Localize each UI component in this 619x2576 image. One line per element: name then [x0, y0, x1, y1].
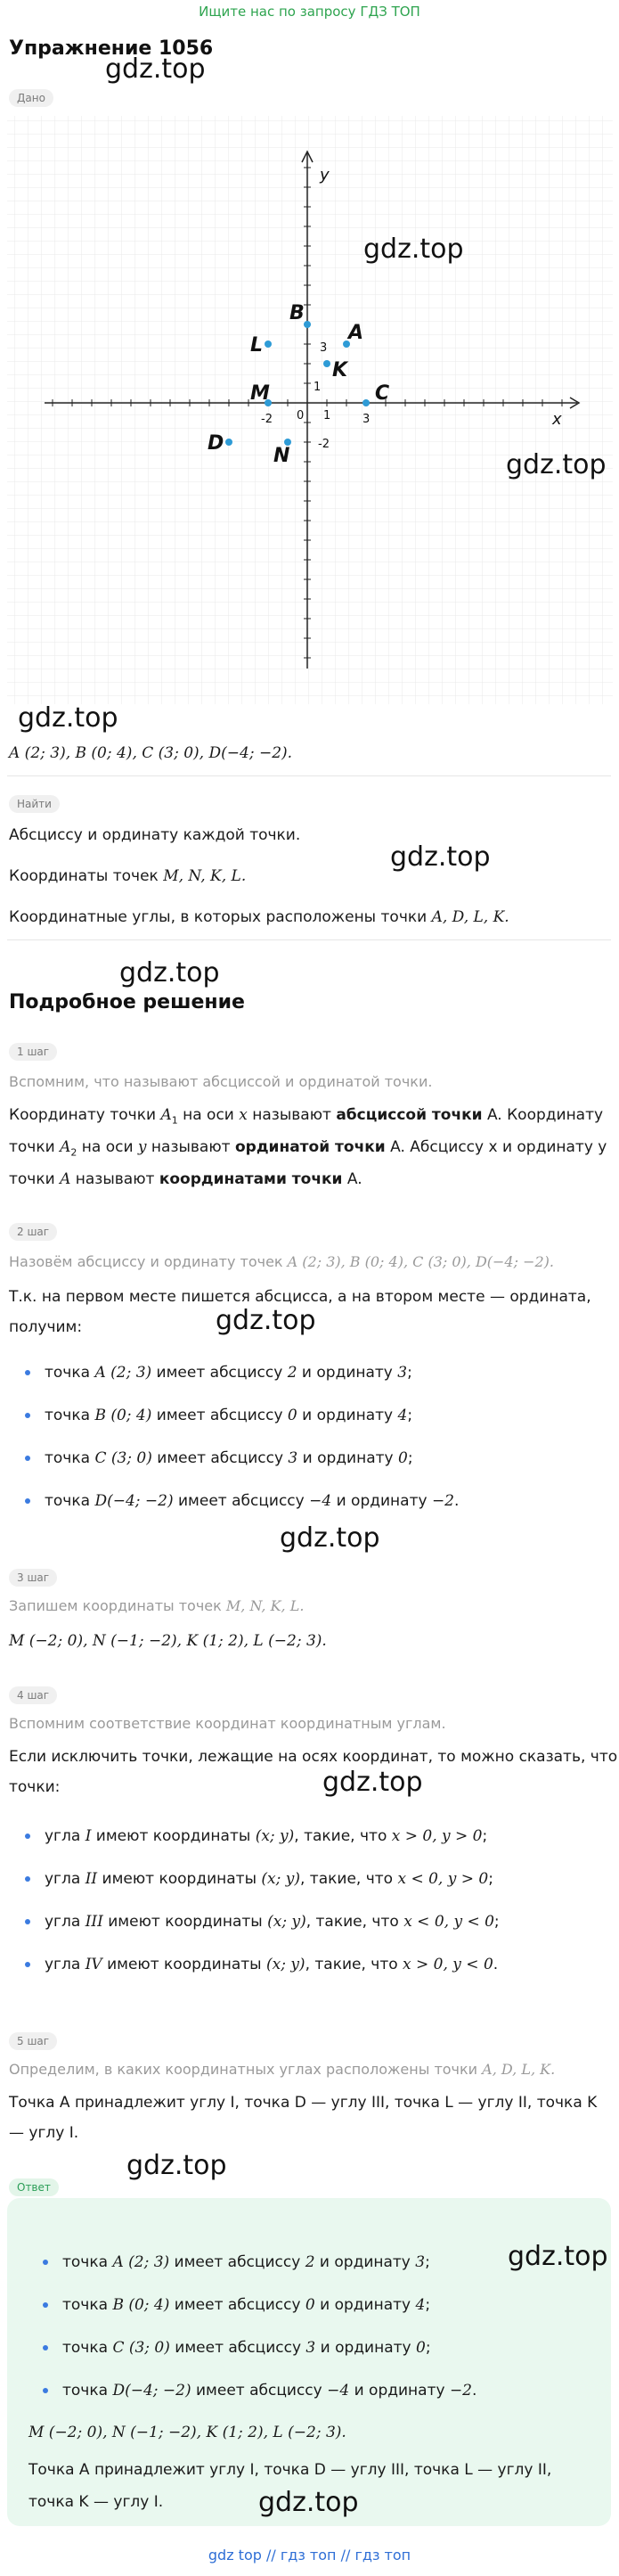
point-B [304, 321, 311, 328]
watermark: gdz.top [363, 234, 464, 265]
given-coordinates: A (2; 3), B (0; 4), C (3; 0), D(−4; −2). [9, 744, 293, 762]
step-4-para-1: Если исключить точки, лежащие на осях координат, то можно сказать, что [9, 1748, 618, 1766]
tick-label-zero: 0 [297, 409, 305, 422]
step-2-muted: Назовём абсциссу и ординату точек A (2; 3), B (0; 4), C (3; 0), D(−4; −2). [9, 1253, 554, 1270]
step-1-line-1: Координату точки $A_1$ на оси x называют абсциссой точки A. Координату [9, 1106, 604, 1127]
answer-line-2: точка K — углу I. [29, 2493, 164, 2511]
list-item: точка C (3; 0) имеет абсциссу 3 и ординату 0; [9, 1437, 597, 1480]
step-2-para-2: получим: [9, 1318, 83, 1336]
tick-label-y-one: 1 [314, 381, 322, 394]
page-title: Упражнение 1056 [9, 37, 214, 60]
watermark: gdz.top [390, 841, 491, 873]
list-item: угла III имеют координаты (x; y), такие, что x < 0, y < 0; [9, 1900, 597, 1943]
divider [7, 775, 611, 776]
list-item: угла I имеют координаты (x; y), такие, что x > 0, y > 0; [9, 1815, 597, 1858]
step-3-chip: 3 шаг [9, 1569, 57, 1587]
point-L [265, 340, 272, 348]
point-label-D: D [208, 432, 224, 455]
divider [7, 939, 611, 940]
point-label-A: A [348, 322, 364, 344]
step-5-chip: 5 шаг [9, 2032, 57, 2050]
watermark: gdz.top [508, 2241, 608, 2272]
step-1-chip: 1 шаг [9, 1043, 57, 1061]
list-item: угла II имеют координаты (x; y), такие, что x < 0, y > 0; [9, 1858, 597, 1900]
footer-separator: // [340, 2547, 351, 2564]
list-item: точка B (0; 4) имеет абсциссу 0 и ординату 4; [27, 2284, 490, 2326]
footer-links [0, 2547, 619, 2564]
watermark: gdz.top [280, 1522, 380, 1554]
list-item: точка A (2; 3) имеет абсциссу 2 и ординату 3; [27, 2241, 490, 2284]
step-4-list [9, 1815, 597, 1986]
watermark: gdz.top [119, 957, 220, 989]
graph-grid [7, 116, 613, 704]
watermark: gdz.top [506, 449, 607, 480]
step-1-muted: Вспомним, что называют абсциссой и ординатой точки. [9, 1073, 433, 1090]
step-3-result: M (−2; 0), N (−1; −2), K (1; 2), L (−2; 3). [9, 1632, 327, 1650]
list-item: точка D(−4; −2) имеет абсциссу −4 и ординату −2. [9, 1480, 597, 1522]
answer-chip: Ответ [9, 2178, 59, 2196]
watermark: gdz.top [126, 2150, 227, 2181]
watermark: gdz.top [18, 702, 118, 734]
point-label-N: N [273, 445, 290, 467]
list-item: точка D(−4; −2) имеет абсциссу −4 и ординату −2. [27, 2369, 490, 2412]
watermark: gdz.top [258, 2487, 359, 2518]
point-D [225, 439, 232, 446]
step-2-list [9, 1351, 597, 1522]
point-label-B: B [289, 302, 305, 324]
answer-list [27, 2241, 490, 2412]
find-line-1: Абсциссу и ординату каждой точки. [9, 826, 301, 844]
list-item: точка A (2; 3) имеет абсциссу 2 и ординату 3; [9, 1351, 597, 1394]
footer-separator: // [265, 2547, 276, 2564]
footer-link-3[interactable]: гдз топ [354, 2547, 411, 2564]
solution-title: Подробное решение [9, 991, 245, 1013]
step-2-chip: 2 шаг [9, 1223, 57, 1241]
step-5-line-1: Точка A принадлежит углу I, точка D — углу III, точка L — углу II, точка K [9, 2094, 598, 2112]
list-item: точка B (0; 4) имеет абсциссу 0 и ординату 4; [9, 1394, 597, 1437]
tick-label-x-three: 3 [362, 413, 371, 426]
find-line-3: Координатные углы, в которых расположены точки A, D, L, K. [9, 908, 509, 926]
step-4-para-2: точки: [9, 1778, 61, 1796]
y-axis-label: y [320, 166, 330, 185]
watermark: gdz.top [216, 1305, 316, 1336]
find-chip: Найти [9, 795, 60, 813]
step-5-line-2: — углу I. [9, 2124, 79, 2142]
footer-link-1[interactable]: gdz top [208, 2547, 262, 2564]
footer-link-2[interactable]: гдз топ [280, 2547, 337, 2564]
point-K [323, 360, 330, 367]
coordinate-graph [7, 116, 613, 704]
step-1-line-3: точки A называют координатами точки A. [9, 1170, 362, 1188]
tick-label-y-neg-two: -2 [318, 438, 330, 451]
list-item: точка C (3; 0) имеет абсциссу 3 и ординату 0; [27, 2326, 490, 2369]
step-4-muted: Вспомним соответствие координат координатным углам. [9, 1715, 446, 1732]
given-chip: Дано [9, 89, 53, 107]
step-1-line-2: точки $A_2$ на оси y называют ординатой точки A. Абсциссу x и ординату y [9, 1138, 607, 1159]
answer-coordinates: M (−2; 0), N (−1; −2), K (1; 2), L (−2; 3). [29, 2424, 346, 2441]
watermark: gdz.top [322, 1767, 423, 1798]
tick-label-x-one: 1 [323, 409, 331, 422]
point-label-C: C [375, 382, 390, 405]
watermark: gdz.top [105, 53, 206, 85]
point-C [362, 399, 370, 406]
step-2-para-1: Т.к. на первом месте пишется абсцисса, а на втором месте — ордината, [9, 1288, 591, 1306]
point-label-K: K [332, 359, 348, 381]
top-search-link[interactable]: Ищите нас по запросу ГДЗ ТОП [199, 4, 420, 20]
tick-label-y-three: 3 [320, 341, 328, 355]
list-item: угла IV имеют координаты (x; y), такие, что x > 0, y < 0. [9, 1943, 597, 1986]
step-5-muted: Определим, в каких координатных углах расположены точки A, D, L, K. [9, 2061, 556, 2078]
point-label-L: L [250, 334, 264, 357]
point-label-M: M [250, 382, 270, 405]
find-line-2: Координаты точек M, N, K, L. [9, 867, 247, 885]
tick-label-x-neg-two: -2 [261, 413, 273, 426]
x-axis-label: x [552, 410, 562, 429]
answer-line-1: Точка A принадлежит углу I, точка D — углу III, точка L — углу II, [29, 2461, 552, 2479]
step-3-muted: Запишем координаты точек M, N, K, L. [9, 1597, 305, 1614]
step-4-chip: 4 шаг [9, 1686, 57, 1704]
